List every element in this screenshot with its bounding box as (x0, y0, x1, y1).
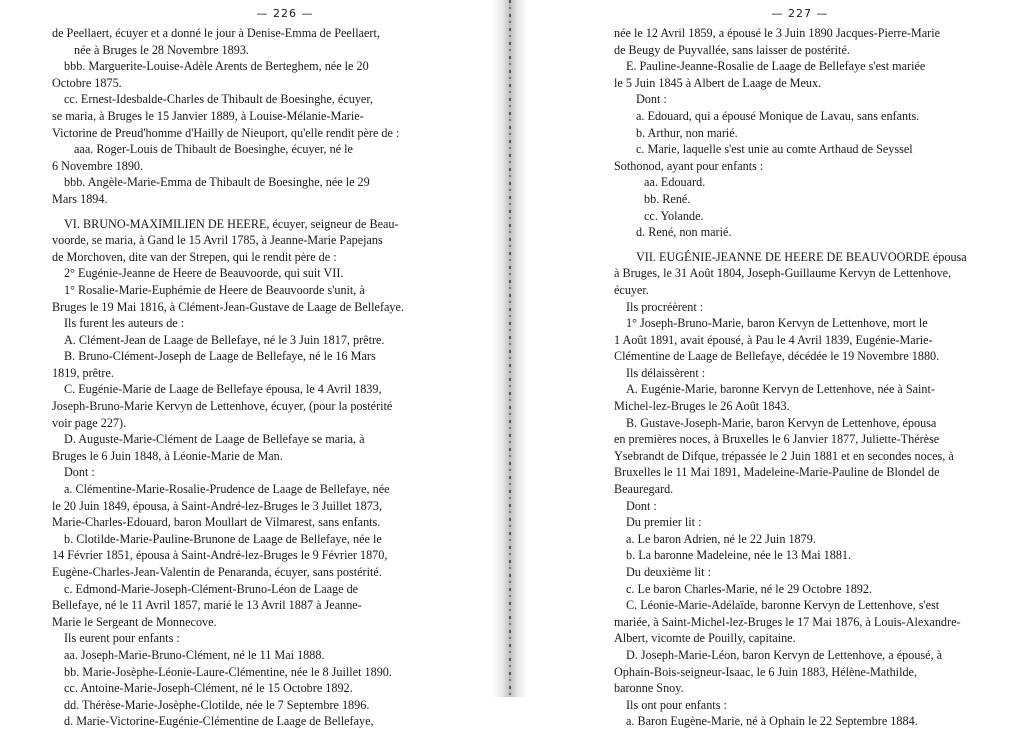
text-line: aa. Joseph-Marie-Bruno-Clément, né le 11 Mai 1888. (64, 647, 325, 662)
text-line: 1° Rosalie-Marie-Euphémie de Heere de Beauvoorde s'unit, à (64, 282, 365, 297)
text-line: Joseph-Bruno-Marie Kervyn de Lettenhove, écuyer, (pour la postérité (52, 399, 393, 414)
text-line: Bruxelles le 11 Mai 1891, Madeleine-Marie-Pauline de Blondel de (614, 465, 940, 480)
book-gutter (492, 0, 528, 697)
text-line: C. Léonie-Marie-Adélaïde, baronne Kervyn de Lettenhove, s'est (626, 598, 940, 613)
text-line: D. Auguste-Marie-Clément de Laage de Bellefaye se maria, à (64, 432, 365, 447)
text-line: Michel-lez-Bruges le 26 Août 1843. (614, 399, 790, 414)
text-line: 1819, prêtre. (52, 365, 114, 380)
text-line: cc. Yolande. (644, 208, 704, 223)
text-line: 14 Février 1851, épousa à Saint-André-lez-Bruges le 9 Février 1870, (52, 548, 388, 563)
text-line: b. Arthur, non marié. (636, 125, 738, 140)
text-line: Ils furent les auteurs de : (64, 316, 185, 331)
text-line: Bellefaye, né le 11 Avril 1857, marié le 13 Avril 1887 à Jeanne- (52, 598, 362, 613)
text-line: Mars 1894. (52, 191, 108, 206)
text-line: cc. Ernest-Idesbalde-Charles de Thibault de Boesinghe, écuyer, (64, 92, 373, 107)
text-line: Beauregard. (614, 482, 674, 497)
page-text (614, 25, 1006, 730)
text-line: A. Clément-Jean de Laage de Bellefaye, né le 3 Juin 1817, prêtre. (64, 332, 385, 347)
text-line: Ils procréèrent : (626, 299, 704, 314)
text-line: bbb. Marguerite-Louise-Adèle Arents de Berteghem, née le 20 (64, 59, 369, 74)
text-line: Sothonod, ayant pour enfants : (614, 158, 764, 173)
text-line: Du premier lit : (626, 515, 702, 530)
section-gap (614, 241, 1006, 249)
text-line: se maria, à Bruges le 15 Janvier 1889, à Louise-Mélanie-Marie- (52, 108, 364, 123)
text-line: Octobre 1875. (52, 75, 122, 90)
text-line: b. La baronne Madeleine, née le 13 Mai 1881. (626, 548, 852, 563)
text-line: C. Eugénie-Marie de Laage de Bellefaye épousa, le 4 Avril 1839, (64, 382, 382, 397)
text-line: a. Baron Eugène-Marie, né à Ophain le 22 Septembre 1884. (626, 714, 918, 729)
text-line: E. Pauline-Jeanne-Rosalie de Laage de Bellefaye s'est mariée (626, 59, 926, 74)
text-line: c. Le baron Charles-Marie, né le 29 Octobre 1892. (626, 581, 873, 596)
text-line: à Bruges, le 31 Août 1804, Joseph-Guillaume Kervyn de Lettenhove, (614, 266, 952, 281)
text-line: de Morchoven, dite van der Strepen, qui le rendit père de : (52, 249, 337, 264)
text-line: cc. Antoine-Marie-Joseph-Clément, né le 15 Octobre 1892. (64, 681, 353, 696)
text-line: mariée, à Saint-Michel-lez-Bruges le 17 Mai 1876, à Louis-Alexandre- (614, 614, 961, 629)
text-line: bb. Marie-Josèphe-Léonie-Laure-Clémentine, née le 8 Juillet 1890. (64, 664, 392, 679)
text-line: d. René, non marié. (636, 225, 732, 240)
text-line: Bruges le 19 Mai 1816, à Clément-Jean-Gustave de Laage de Bellefaye. (52, 299, 404, 314)
text-line: Ils eurent pour enfants : (64, 631, 180, 646)
text-line: de Beugy de Puyvallée, sans laisser de postérité. (614, 42, 850, 57)
text-line: B. Bruno-Clément-Joseph de Laage de Bellefaye, né le 16 Mars (64, 349, 376, 364)
text-line: c. Edmond-Marie-Joseph-Clément-Bruno-Léon de Laage de (64, 581, 359, 596)
text-line: 1 Août 1891, avait épousé, à Pau le 4 Avril 1839, Eugénie-Marie- (614, 332, 933, 347)
text-line: Marie-Charles-Edouard, baron Moullart de Vilmarest, sans enfants. (52, 515, 381, 530)
text-line: Marie le Sergeant de Monnecove. (52, 614, 217, 629)
text-line: VI. BRUNO-MAXIMILIEN DE HEERE, écuyer, seigneur de Beau- (64, 216, 399, 231)
text-line: 6 Novembre 1890. (52, 158, 144, 173)
text-line: a. Le baron Adrien, né le 22 Juin 1879. (626, 531, 816, 546)
text-line: voir page 227). (52, 415, 127, 430)
text-line: 2° Eugénie-Jeanne de Heere de Beauvoorde, qui suit VII. (64, 266, 344, 281)
text-line: voorde, se maria, à Gand le 15 Avril 1785, à Jeanne-Marie Papejans (52, 233, 383, 248)
text-line: Du deuxième lit : (626, 565, 711, 579)
page-number: — 226 — (256, 7, 314, 20)
text-line: Victorine de Preud'homme d'Hailly de Nieuport, qu'elle rendit père de : (52, 125, 400, 140)
section-gap (52, 208, 478, 216)
text-line: b. Clotilde-Marie-Pauline-Brunone de Laage de Bellefaye, née le (64, 531, 382, 546)
text-line: Dont : (636, 92, 667, 107)
text-line: Dont : (64, 465, 95, 480)
text-line: Ils délaissèrent : (626, 365, 706, 380)
text-line: baronne Snoy. (614, 681, 684, 696)
text-line: Eugène-Charles-Jean-Valentin de Penaranda, écuyer, sans postérité. (52, 565, 382, 579)
text-line: bb. René. (644, 191, 691, 206)
text-line: Ysebrandt de Difque, trépassée le 2 Juin 1881 et en secondes noces, à (614, 448, 954, 463)
text-line: D. Joseph-Marie-Léon, baron Kervyn de Lettenhove, a épousé, à (626, 647, 943, 662)
text-line: née le 12 Avril 1859, a épousé le 3 Juin 1890 Jacques-Pierre-Marie (614, 26, 941, 40)
text-line: A. Eugénie-Marie, baronne Kervyn de Lettenhove, née à Saint- (626, 382, 935, 397)
text-line: aaa. Roger-Louis de Thibault de Boesinghe, écuyer, né le (74, 142, 353, 157)
left-page (0, 0, 500, 729)
text-line: Albert, vicomte de Pouilly, capitaine. (614, 631, 796, 646)
text-line: c. Marie, laquelle s'est unie au comte Arthaud de Seyssel (636, 142, 913, 157)
page-text (52, 25, 478, 730)
page-number: — 227 — (771, 7, 829, 20)
text-line: en premières noces, à Bruxelles le 6 Janvier 1877, Juliette-Thérèse (614, 432, 940, 447)
text-line: le 20 Juin 1849, épousa, à Saint-André-lez-Bruges le 3 Juillet 1873, (52, 498, 383, 513)
text-line: d. Marie-Victorine-Eugénie-Clémentine de Laage de Bellefaye, (64, 714, 374, 729)
text-line: Ophain-Bois-seigneur-Isaac, le 6 Juin 1883, Hélène-Mathilde, (614, 664, 918, 679)
text-line: a. Clémentine-Marie-Rosalie-Prudence de Laage de Bellefaye, née (64, 482, 390, 497)
text-line: B. Gustave-Joseph-Marie, baron Kervyn de Lettenhove, épousa (626, 415, 937, 430)
text-line: Dont : (626, 498, 657, 513)
text-line: le 5 Juin 1845 à Albert de Laage de Meux. (614, 75, 822, 90)
text-line: Ils ont pour enfants : (626, 697, 727, 712)
text-line: Clémentine de Laage de Bellefaye, décédée le 19 Novembre 1880. (614, 349, 940, 364)
text-line: bbb. Angèle-Marie-Emma de Thibault de Boesinghe, née le 29 (64, 175, 370, 190)
text-line: née à Bruges le 28 Novembre 1893. (74, 42, 249, 57)
text-line: VII. EUGÉNIE-JEANNE DE HEERE DE BEAUVOORDE épousa (636, 249, 967, 264)
text-line: a. Edouard, qui a épousé Monique de Lavau, sans enfants. (636, 108, 920, 123)
text-line: 1° Joseph-Bruno-Marie, baron Kervyn de Lettenhove, mort le (626, 316, 928, 331)
text-line: dd. Thérèse-Marie-Josèphe-Clotilde, née le 7 Septembre 1896. (64, 697, 370, 712)
right-page (524, 0, 1024, 729)
text-line: de Peellaert, écuyer et a donné le jour à Denise-Emma de Peellaert, (52, 26, 380, 40)
text-line: écuyer. (614, 282, 649, 297)
text-line: aa. Edouard. (644, 175, 706, 190)
text-line: Bruges le 6 Juin 1848, à Léonie-Marie de Man. (52, 448, 283, 463)
